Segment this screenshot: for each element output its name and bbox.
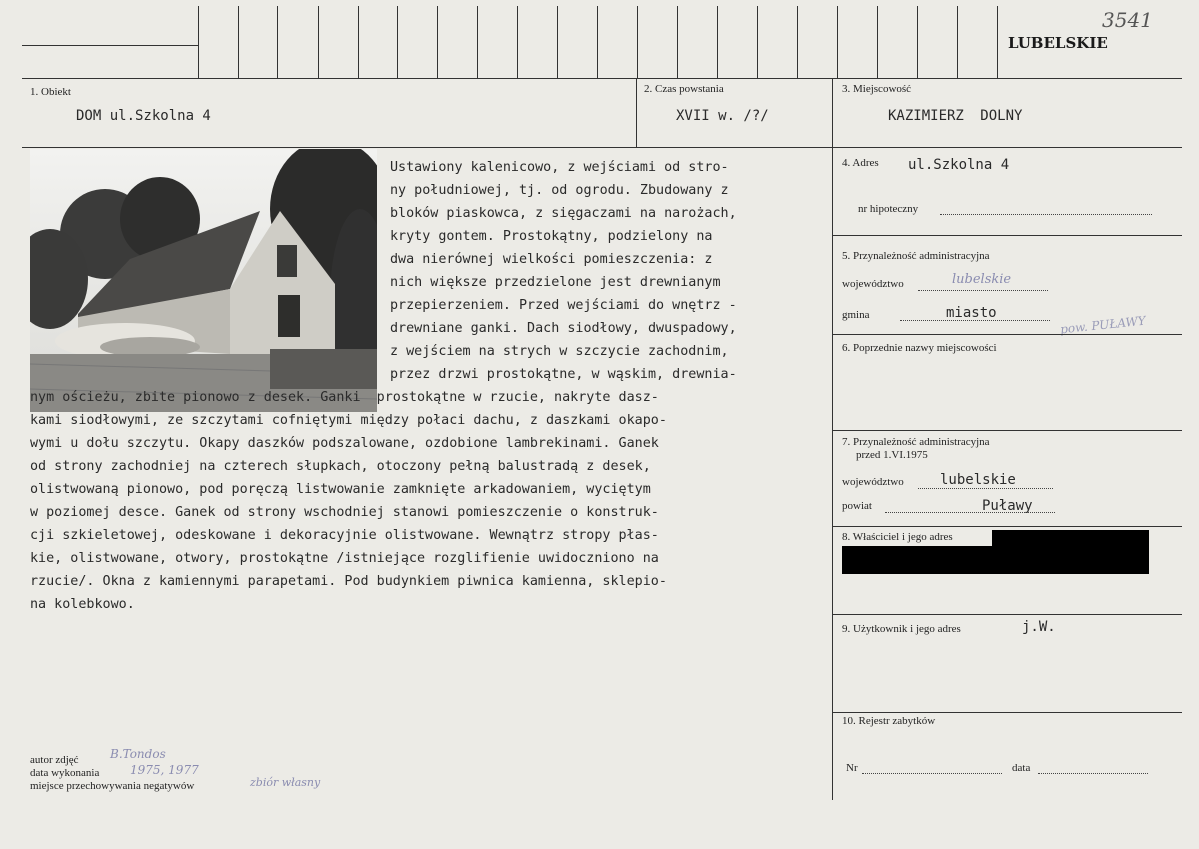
right-panel-divider xyxy=(832,78,833,800)
description-line-18: kie, olistwowane, otwory, prostokątne /istniejące rozglifienie uwidoczniono na xyxy=(30,551,659,566)
header-column-divider xyxy=(757,6,758,78)
header-column-divider xyxy=(917,6,918,78)
description-line-13: wymi u dołu szczytu. Okapy daszków podszalowane, ozdobione lambrekinami. Ganek xyxy=(30,436,659,451)
miejsce-label: miejsce przechowywania negatywów xyxy=(30,780,195,792)
header-column-divider xyxy=(717,6,718,78)
description-line-3: bloków piaskowca, z sięgaczami na narożach, xyxy=(390,206,737,221)
czas-value: XVII w. /?/ xyxy=(676,108,769,124)
admin1975-woj-label: województwo xyxy=(842,476,904,488)
description-line-17: cji szkieletowej, odeskowane i dekoracyjnie olistwowane. Wewnątrz stropy płas- xyxy=(30,528,659,543)
miejscowosc-value: KAZIMIERZ DOLNY xyxy=(888,108,1023,124)
admin-woj-line xyxy=(918,290,1048,291)
header-column-divider xyxy=(597,6,598,78)
description-line-6: nich większe przedzielone jest drewnianym xyxy=(390,275,721,290)
rejestr-label: 10. Rejestr zabytków xyxy=(842,715,936,727)
rejestr-nr-label: Nr xyxy=(846,762,858,774)
header-column-divider xyxy=(637,6,638,78)
header-bottom-rule xyxy=(22,78,1182,79)
admin-label: 5. Przynależność administracyjna xyxy=(842,250,990,262)
rejestr-nr-line xyxy=(862,773,1002,774)
adres-value: ul.Szkolna 4 xyxy=(908,157,1010,173)
admin-woj-label: województwo xyxy=(842,278,904,290)
data-value: 1975, 1977 xyxy=(130,763,199,777)
description-line-8: drewniane ganki. Dach siodłowy, dwuspadowy, xyxy=(390,321,737,336)
obiekt-label: 1. Obiekt xyxy=(30,86,71,98)
admin1975-woj-value: lubelskie xyxy=(940,472,1016,488)
row-rule xyxy=(22,147,1182,148)
header-column-divider xyxy=(358,6,359,78)
hipoteczny-label: nr hipoteczny xyxy=(858,203,919,215)
obiekt-value: DOM ul.Szkolna 4 xyxy=(76,108,211,124)
header-column-divider xyxy=(397,6,398,78)
header-column-divider xyxy=(238,6,239,78)
poprzednie-label: 6. Poprzednie nazwy miejscowości xyxy=(842,342,997,354)
region-title: LUBELSKIE xyxy=(1008,34,1108,52)
description-line-19: rzucie/. Okna z kamiennymi parapetami. Pod budynkiem piwnica kamienna, sklepio- xyxy=(30,574,667,589)
miejsce-value: zbiór własny xyxy=(250,776,321,789)
description-line-9: z wejściem na strych w szczycie zachodnim, xyxy=(390,344,729,359)
panel-rule xyxy=(832,712,1182,713)
header-column-divider xyxy=(877,6,878,78)
autor-value: B.Tondos xyxy=(110,747,166,761)
header-column-divider xyxy=(557,6,558,78)
description-line-12: kami siodłowymi, ze szczytami cofniętymi między połaci dachu, z daszkami okapo- xyxy=(30,413,667,428)
wlasciciel-label: 8. Właściciel i jego adres xyxy=(842,531,953,543)
uzytkownik-label: 9. Użytkownik i jego adres xyxy=(842,623,961,635)
header-column-divider xyxy=(277,6,278,78)
admin-gmina-label: gmina xyxy=(842,309,870,321)
description-line-7: przepierzeniem. Przed wejściami do wnętrz - xyxy=(390,298,737,313)
description-line-20: na kolebkowo. xyxy=(30,597,135,612)
admin-woj-value: lubelskie xyxy=(952,272,1012,287)
panel-rule xyxy=(832,430,1182,431)
header-column-divider xyxy=(837,6,838,78)
header-column-divider xyxy=(198,6,199,78)
field-divider xyxy=(636,78,637,147)
header-column-divider xyxy=(318,6,319,78)
description-line-11: nym ościeżu, zbite pionowo z desek. Ganki prostokątne w rzucie, nakryte dasz- xyxy=(30,390,659,405)
admin-gmina-note: pow. PUŁAWY xyxy=(1059,313,1147,337)
header-column-divider xyxy=(797,6,798,78)
description-line-16: w poziomej desce. Ganek od strony wschodniej stanowi pomieszczenie o konstruk- xyxy=(30,505,659,520)
data-label: data wykonania xyxy=(30,767,100,779)
description-line-15: olistwowaną pionowo, pod poręczą listwowanie zamknięte arkadowaniem, wyciętym xyxy=(30,482,651,497)
adres-label: 4. Adres xyxy=(842,157,879,169)
panel-rule xyxy=(832,614,1182,615)
panel-rule xyxy=(832,526,1182,527)
description-line-1: Ustawiony kalenicowo, z wejściami od stro- xyxy=(390,160,729,175)
czas-label: 2. Czas powstania xyxy=(644,83,724,95)
description-line-14: od strony zachodniej na czterech słupkach, otoczony pełną balustradą z desek, xyxy=(30,459,651,474)
rejestr-data-label: data xyxy=(1012,762,1031,774)
hipoteczny-line xyxy=(940,214,1152,215)
uzytkownik-value: j.W. xyxy=(1022,619,1056,635)
header-column-divider xyxy=(997,6,998,78)
description-line-5: dwa nierównej wielkości pomieszczenia: z xyxy=(390,252,713,267)
header-column-divider xyxy=(677,6,678,78)
header-column-divider xyxy=(957,6,958,78)
admin1975-label: 7. Przynależność administracyjna xyxy=(842,436,990,448)
building-photo xyxy=(30,149,377,412)
admin1975-powiat-value: Puławy xyxy=(982,498,1033,514)
catalog-number: 3541 xyxy=(1102,8,1153,32)
autor-label: autor zdjęć xyxy=(30,754,79,766)
rejestr-data-line xyxy=(1038,773,1148,774)
header-column-divider xyxy=(517,6,518,78)
panel-rule xyxy=(832,334,1182,335)
admin-gmina-value: miasto xyxy=(946,305,997,321)
miejscowosc-label: 3. Miejscowość xyxy=(842,83,912,95)
admin1975-label-2: przed 1.VI.1975 xyxy=(856,449,928,461)
header-rule xyxy=(22,45,198,46)
panel-rule xyxy=(832,235,1182,236)
admin1975-woj-line xyxy=(918,488,1053,489)
description-line-2: ny południowej, tj. od ogrodu. Zbudowany z xyxy=(390,183,729,198)
description-line-4: kryty gontem. Prostokątny, podzielony na xyxy=(390,229,713,244)
header-column-divider xyxy=(477,6,478,78)
description-line-10: przez drzwi prostokątne, w wąskim, drewnia- xyxy=(390,367,737,382)
header-column-divider xyxy=(437,6,438,78)
admin1975-powiat-label: powiat xyxy=(842,500,872,512)
building-photo-image xyxy=(30,149,377,412)
